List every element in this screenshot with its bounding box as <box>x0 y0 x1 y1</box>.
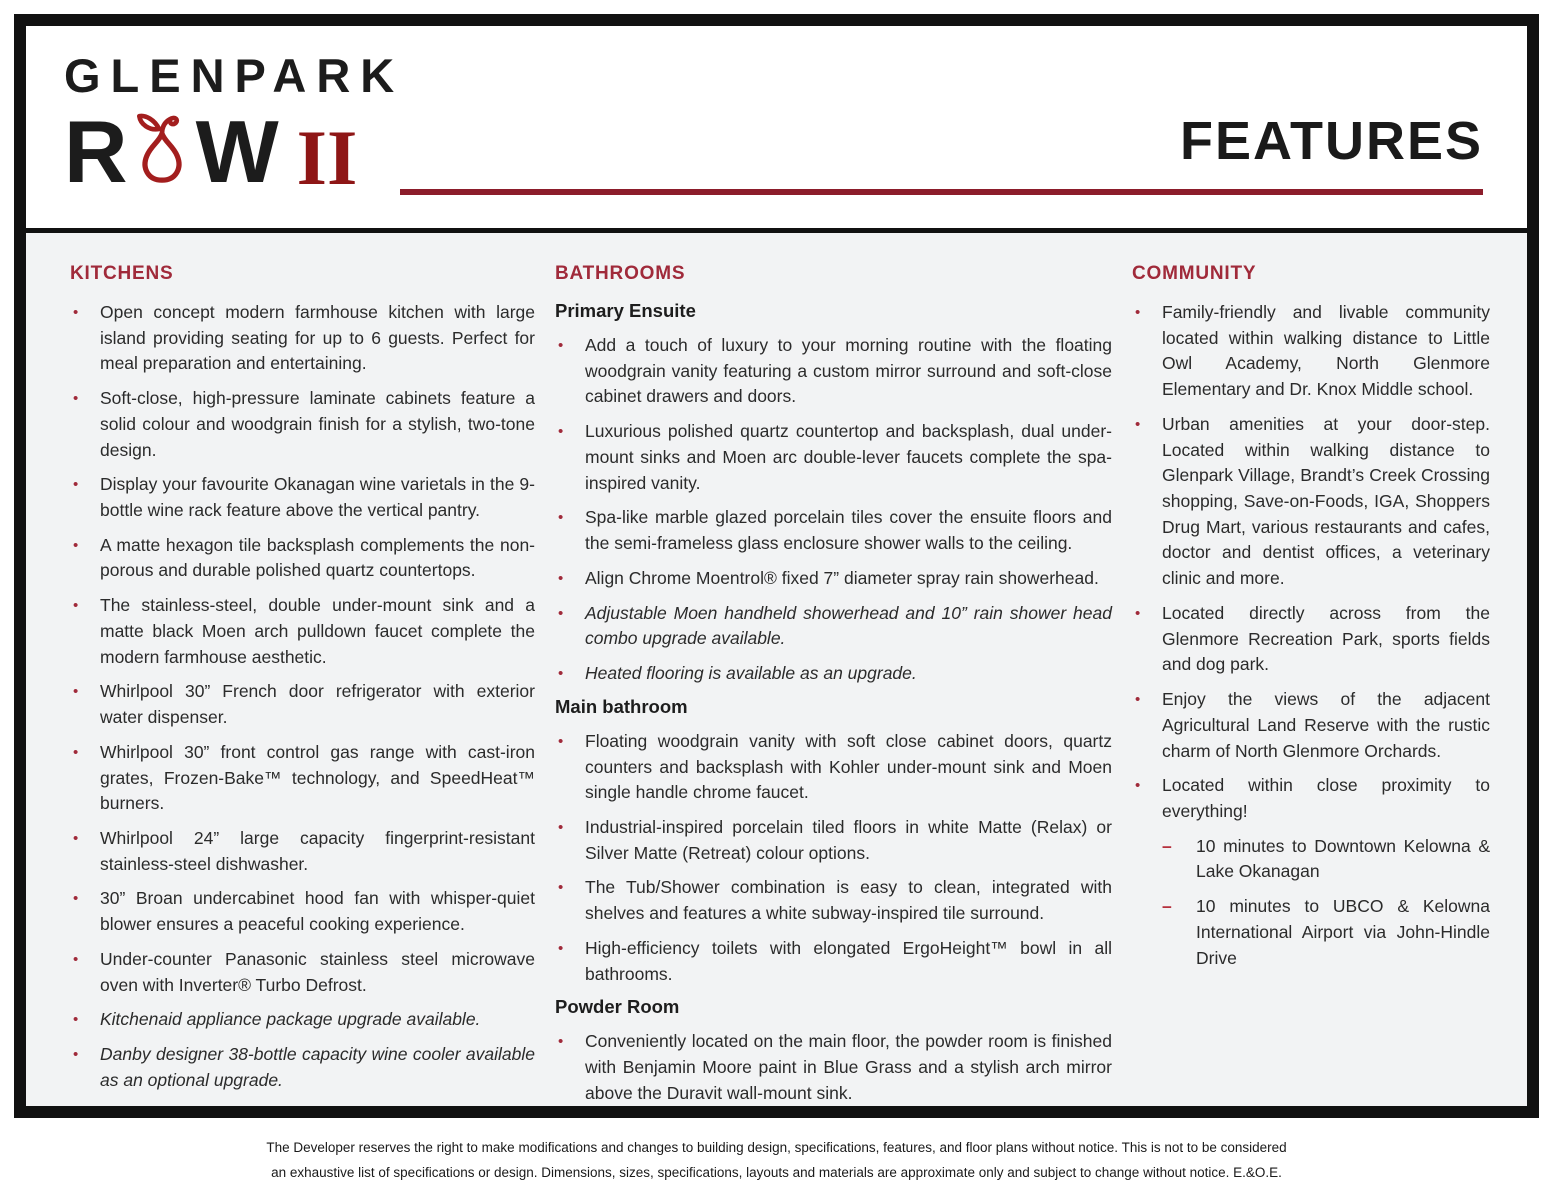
bullet-icon: • <box>73 683 79 701</box>
feature-text: Family-friendly and livable community located within walking distance to Little Owl Academy, North Glenmore Elementary and Dr. Knox Middle school. <box>1162 302 1490 400</box>
bullet-icon: • <box>73 890 79 908</box>
feature-text: Open concept modern farmhouse kitchen with large island providing seating for up to 6 guests. Perfect for meal preparation and entertaining. <box>100 302 535 374</box>
feature-text: A matte hexagon tile backsplash complements the non-porous and durable polished quartz countertops. <box>100 534 535 581</box>
glenpark-row-logo <box>64 49 405 202</box>
feature-item <box>70 947 535 998</box>
column-heading: COMMUNITY <box>1132 263 1257 284</box>
feature-item <box>70 1007 535 1033</box>
logo-letter-r: R <box>64 102 128 202</box>
bullet-icon: • <box>1135 777 1141 795</box>
logo-word-glenpark: GLENPARK <box>64 49 405 102</box>
feature-text: Heated flooring is available as an upgrade. <box>585 662 917 683</box>
feature-item <box>70 1042 535 1093</box>
bullet-icon: • <box>73 536 79 554</box>
feature-item <box>70 386 535 463</box>
footer-line-1: The Developer reserves the right to make modifications and changes to building design, specifications, features, and floor plans without notice. This is not to be considered <box>266 1140 1287 1155</box>
feature-item <box>1132 300 1490 403</box>
feature-sheet-frame <box>14 14 1539 1118</box>
feature-text: The stainless-steel, double under-mount sink and a matte black Moen arch pulldown faucet complete the modern farmhouse aesthetic. <box>100 595 535 667</box>
header <box>26 26 1527 233</box>
feature-item <box>555 815 1112 866</box>
bullet-icon: • <box>73 1046 79 1064</box>
bullet-icon: • <box>73 829 79 847</box>
feature-text: Spa-like marble glazed porcelain tiles cover the ensuite floors and the semi-frameless glass enclosure shower walls to the ceiling. <box>585 507 1112 554</box>
bullet-icon: • <box>558 818 564 836</box>
bullet-icon: • <box>1135 604 1141 622</box>
column-heading: KITCHENS <box>70 263 174 284</box>
feature-item <box>555 333 1112 410</box>
bullet-icon: • <box>558 569 564 587</box>
feature-text: Urban amenities at your door-step. Located within walking distance to Glenpark Village, Brandt’s Creek Crossing shopping, Save-on-Foods, IGA, Shoppers Drug Mart, various restaurants and cafes, doctor and dentist offices, a veterinary clinic and more. <box>1162 413 1490 589</box>
bullet-icon: • <box>558 664 564 682</box>
feature-text: Add a touch of luxury to your morning routine with the floating woodgrain vanity featuring a custom mirror surround and soft-close cabinet drawers and doors. <box>585 335 1112 407</box>
feature-text: Located directly across from the Glenmore Recreation Park, sports fields and dog park. <box>1162 602 1490 675</box>
feature-text: Kitchenaid appliance package upgrade available. <box>100 1009 481 1030</box>
bullet-icon: • <box>558 337 564 354</box>
pear-icon <box>130 93 194 193</box>
feature-text: Whirlpool 30” front control gas range with cast-iron grates, Frozen-Bake™ technology, and SpeedHeat™ burners. <box>100 741 535 814</box>
feature-item <box>555 1029 1112 1106</box>
column-kitchens <box>70 263 535 1115</box>
feature-item <box>70 740 535 817</box>
feature-text: Under-counter Panasonic stainless steel microwave oven with Inverter® Turbo Defrost. <box>100 948 535 995</box>
bullet-icon: • <box>558 423 564 441</box>
bullet-icon: • <box>73 390 79 408</box>
dash-icon: – <box>1162 896 1172 917</box>
feature-text: Display your favourite Okanagan wine varietals in the 9-bottle wine rack feature above the vertical pantry. <box>100 474 535 521</box>
feature-sub-item <box>1162 834 1490 885</box>
logo-row-line <box>64 101 404 202</box>
footer-disclaimer <box>0 1136 1553 1186</box>
bullet-icon: • <box>558 1033 564 1051</box>
feature-text: Enjoy the views of the adjacent Agricultural Land Reserve with the rustic charm of North Glenmore Orchards. <box>1162 689 1490 761</box>
subheading: Powder Room <box>555 996 680 1018</box>
feature-item <box>1132 601 1490 678</box>
subheading: Main bathroom <box>555 695 688 717</box>
feature-item <box>555 936 1112 987</box>
feature-text: Adjustable Moen handheld showerhead and 10” rain shower head combo upgrade available. <box>585 602 1112 649</box>
dash-icon: – <box>1162 835 1172 856</box>
bullet-icon: • <box>73 1011 79 1029</box>
feature-item <box>1132 412 1490 592</box>
column-heading: BATHROOMS <box>555 263 686 284</box>
feature-text: The Tub/Shower combination is easy to clean, integrated with shelves and features a white subway-inspired tile surround. <box>585 877 1112 924</box>
column-community <box>1132 263 1490 1115</box>
feature-item <box>555 661 1112 687</box>
feature-text: Whirlpool 30” French door refrigerator with exterior water dispenser. <box>100 681 535 728</box>
page-title: FEATURES <box>1179 111 1483 171</box>
bullet-icon: • <box>73 597 79 615</box>
bullet-icon: • <box>1135 304 1141 321</box>
bullet-icon: • <box>558 732 564 750</box>
logo-letter-w: W <box>195 102 279 202</box>
feature-item <box>555 875 1112 926</box>
feature-item <box>70 533 535 584</box>
feature-sub-text: 10 minutes to UBCO & Kelowna International Airport via John-Hindle Drive <box>1196 896 1490 968</box>
feature-text: Whirlpool 24” large capacity fingerprint-resistant stainless-steel dishwasher. <box>100 827 535 874</box>
feature-text: Industrial-inspired porcelain tiled floors in white Matte (Relax) or Silver Matte (Retreat) colour options. <box>585 816 1112 863</box>
feature-item <box>1132 773 1490 824</box>
column-bathrooms <box>555 263 1112 1115</box>
feature-sub-text: 10 minutes to Downtown Kelowna & Lake Okanagan <box>1196 835 1490 882</box>
feature-item <box>70 826 535 877</box>
feature-text: Floating woodgrain vanity with soft close cabinet doors, quartz counters and backsplash with Kohler under-mount sink and Moen single handle chrome faucet. <box>585 730 1112 803</box>
content-columns <box>26 233 1527 1115</box>
bullet-icon: • <box>73 950 79 968</box>
footer-line-2: an exhaustive list of specifications or design. Dimensions, sizes, specifications, layouts and materials are approximate only and subject to change without notice. E.&O.E. <box>271 1164 1282 1180</box>
feature-item <box>70 679 535 730</box>
feature-text: Conveniently located on the main floor, the powder room is finished with Benjamin Moore paint in Blue Grass and a stylish arch mirror above the Duravit wall-mount sink. <box>585 1031 1112 1103</box>
header-rule <box>400 189 1483 195</box>
bullet-icon: • <box>1135 691 1141 709</box>
feature-item <box>555 505 1112 556</box>
feature-item <box>555 601 1112 652</box>
feature-text: Luxurious polished quartz countertop and backsplash, dual under-mount sinks and Moen arc double-lever faucets complete the spa-inspired vanity. <box>585 421 1112 493</box>
feature-text: High-efficiency toilets with elongated ErgoHeight™ bowl in all bathrooms. <box>585 937 1112 984</box>
feature-text: Located within close proximity to everything! <box>1162 775 1490 821</box>
feature-text: Align Chrome Moentrol® fixed 7” diameter spray rain showerhead. <box>585 567 1099 588</box>
bullet-icon: • <box>73 743 79 761</box>
feature-sub-item <box>1162 894 1490 971</box>
feature-item <box>555 419 1112 496</box>
feature-item <box>70 300 535 377</box>
logo-numeral-ii: II <box>296 114 358 202</box>
feature-item <box>555 729 1112 806</box>
feature-item <box>555 566 1112 592</box>
feature-item <box>70 472 535 523</box>
bullet-icon: • <box>558 879 564 897</box>
bullet-icon: • <box>73 476 79 494</box>
bullet-icon: • <box>558 604 564 622</box>
bullet-icon: • <box>1135 415 1141 433</box>
bullet-icon: • <box>558 939 564 957</box>
feature-item <box>70 886 535 937</box>
feature-item <box>1132 687 1490 764</box>
bullet-icon: • <box>73 304 79 321</box>
feature-text: Danby designer 38-bottle capacity wine cooler available as an optional upgrade. <box>100 1044 535 1090</box>
feature-item <box>70 593 535 670</box>
feature-text: Soft-close, high-pressure laminate cabinets feature a solid colour and woodgrain finish for a stylish, two-tone design. <box>100 388 535 460</box>
bullet-icon: • <box>558 509 564 527</box>
feature-text: 30” Broan undercabinet hood fan with whisper-quiet blower ensures a peaceful cooking experience. <box>100 888 535 935</box>
subheading: Primary Ensuite <box>555 300 696 321</box>
